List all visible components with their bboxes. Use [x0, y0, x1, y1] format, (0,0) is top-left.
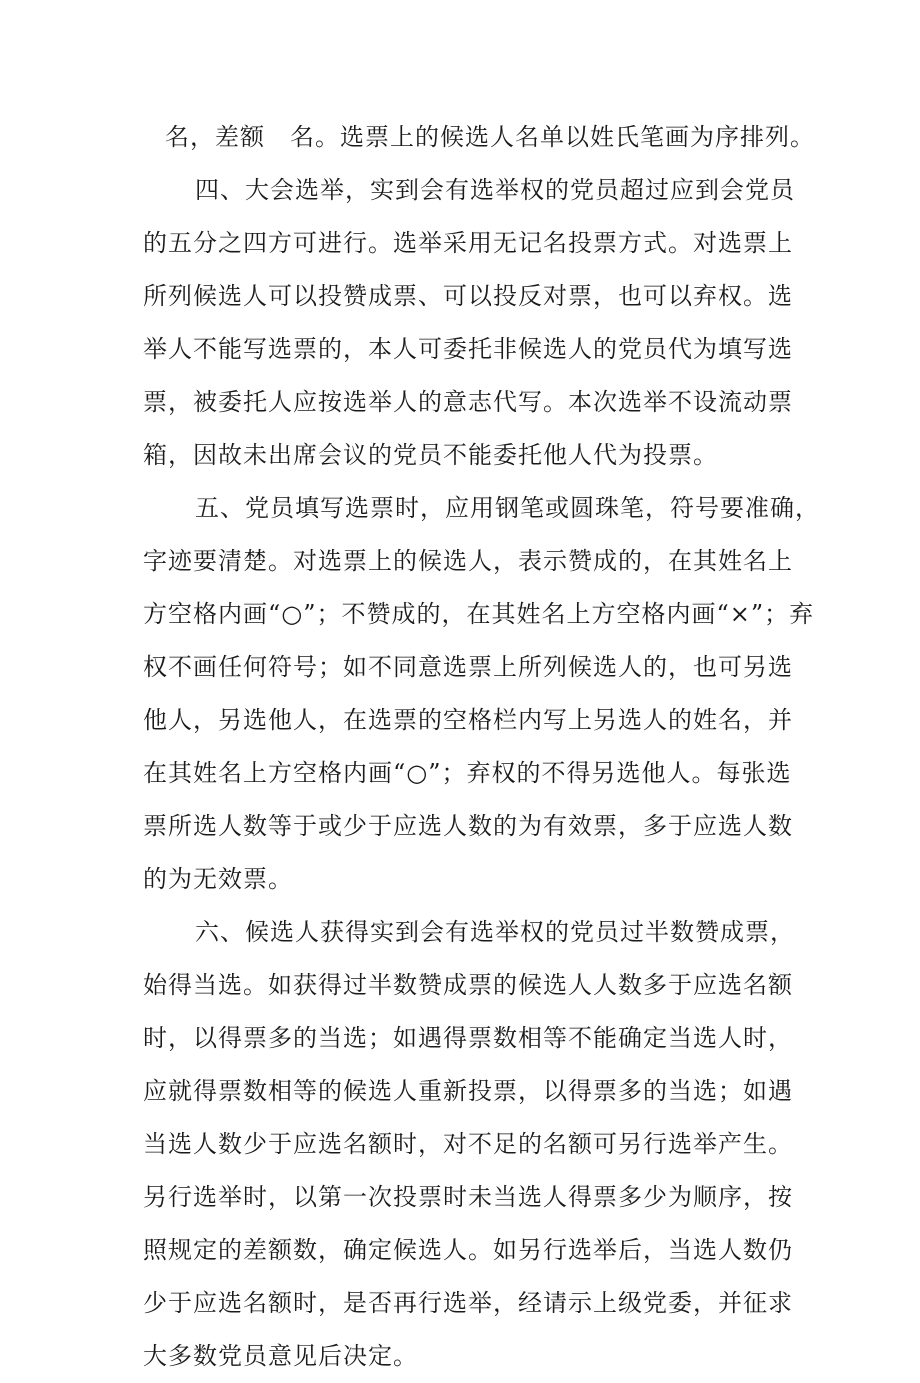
text-line: 四、大会选举，实到会有选举权的党员超过应到会党员: [195, 176, 795, 204]
text-line: 的五分之四方可进行。选举采用无记名投票方式。对选票上: [143, 229, 793, 257]
text-line: 票，被委托人应按选举人的意志代写。本次选举不设流动票: [143, 388, 793, 416]
text-line: 举人不能写选票的，本人可委托非候选人的党员代为填写选: [143, 335, 793, 363]
text-line: 应就得票数相等的候选人重新投票，以得票多的当选；如遇: [143, 1077, 793, 1105]
text-line: 始得当选。如获得过半数赞成票的候选人人数多于应选名额: [143, 971, 793, 999]
text-line: 方空格内画“○”；不赞成的，在其姓名上方空格内画“×”；弃: [143, 600, 815, 628]
text-line: 字迹要清楚。对选票上的候选人，表示赞成的，在其姓名上: [143, 547, 793, 575]
text-line: 所列候选人可以投赞成票、可以投反对票，也可以弃权。选: [143, 282, 793, 310]
text-line: 少于应选名额时，是否再行选举，经请示上级党委，并征求: [143, 1289, 793, 1317]
text-line: 名，差额 名。选票上的候选人名单以姓氏笔画为序排列。: [165, 123, 815, 151]
paragraph-section-6: [143, 906, 795, 1383]
text-line: 照规定的差额数，确定候选人。如另行选举后，当选人数仍: [143, 1236, 793, 1264]
text-line: 票所选人数等于或少于应选人数的为有效票，多于应选人数: [143, 812, 793, 840]
text-line: 他人，另选他人，在选票的空格栏内写上另选人的姓名，并: [143, 706, 793, 734]
text-line: 当选人数少于应选名额时，对不足的名额可另行选举产生。: [143, 1130, 793, 1158]
text-line: 在其姓名上方空格内画“○”；弃权的不得另选他人。每张选: [143, 759, 792, 787]
text-line: 权不画任何符号；如不同意选票上所列候选人的，也可另选: [143, 653, 793, 681]
text-line: 五、党员填写选票时，应用钢笔或圆珠笔，符号要准确，: [195, 494, 820, 522]
text-line: 箱，因故未出席会议的党员不能委托他人代为投票。: [143, 441, 718, 469]
paragraph-section-4: [143, 164, 795, 482]
paragraph-continuation: [143, 111, 815, 164]
paragraph-section-5: [143, 482, 820, 906]
text-line: 另行选举时，以第一次投票时未当选人得票多少为顺序，按: [143, 1183, 793, 1211]
text-line: 的为无效票。: [143, 865, 293, 893]
text-line: 时，以得票多的当选；如遇得票数相等不能确定当选人时，: [143, 1024, 793, 1052]
text-line: 六、候选人获得实到会有选举权的党员过半数赞成票，: [195, 918, 795, 946]
text-line: 大多数党员意见后决定。: [143, 1342, 418, 1370]
